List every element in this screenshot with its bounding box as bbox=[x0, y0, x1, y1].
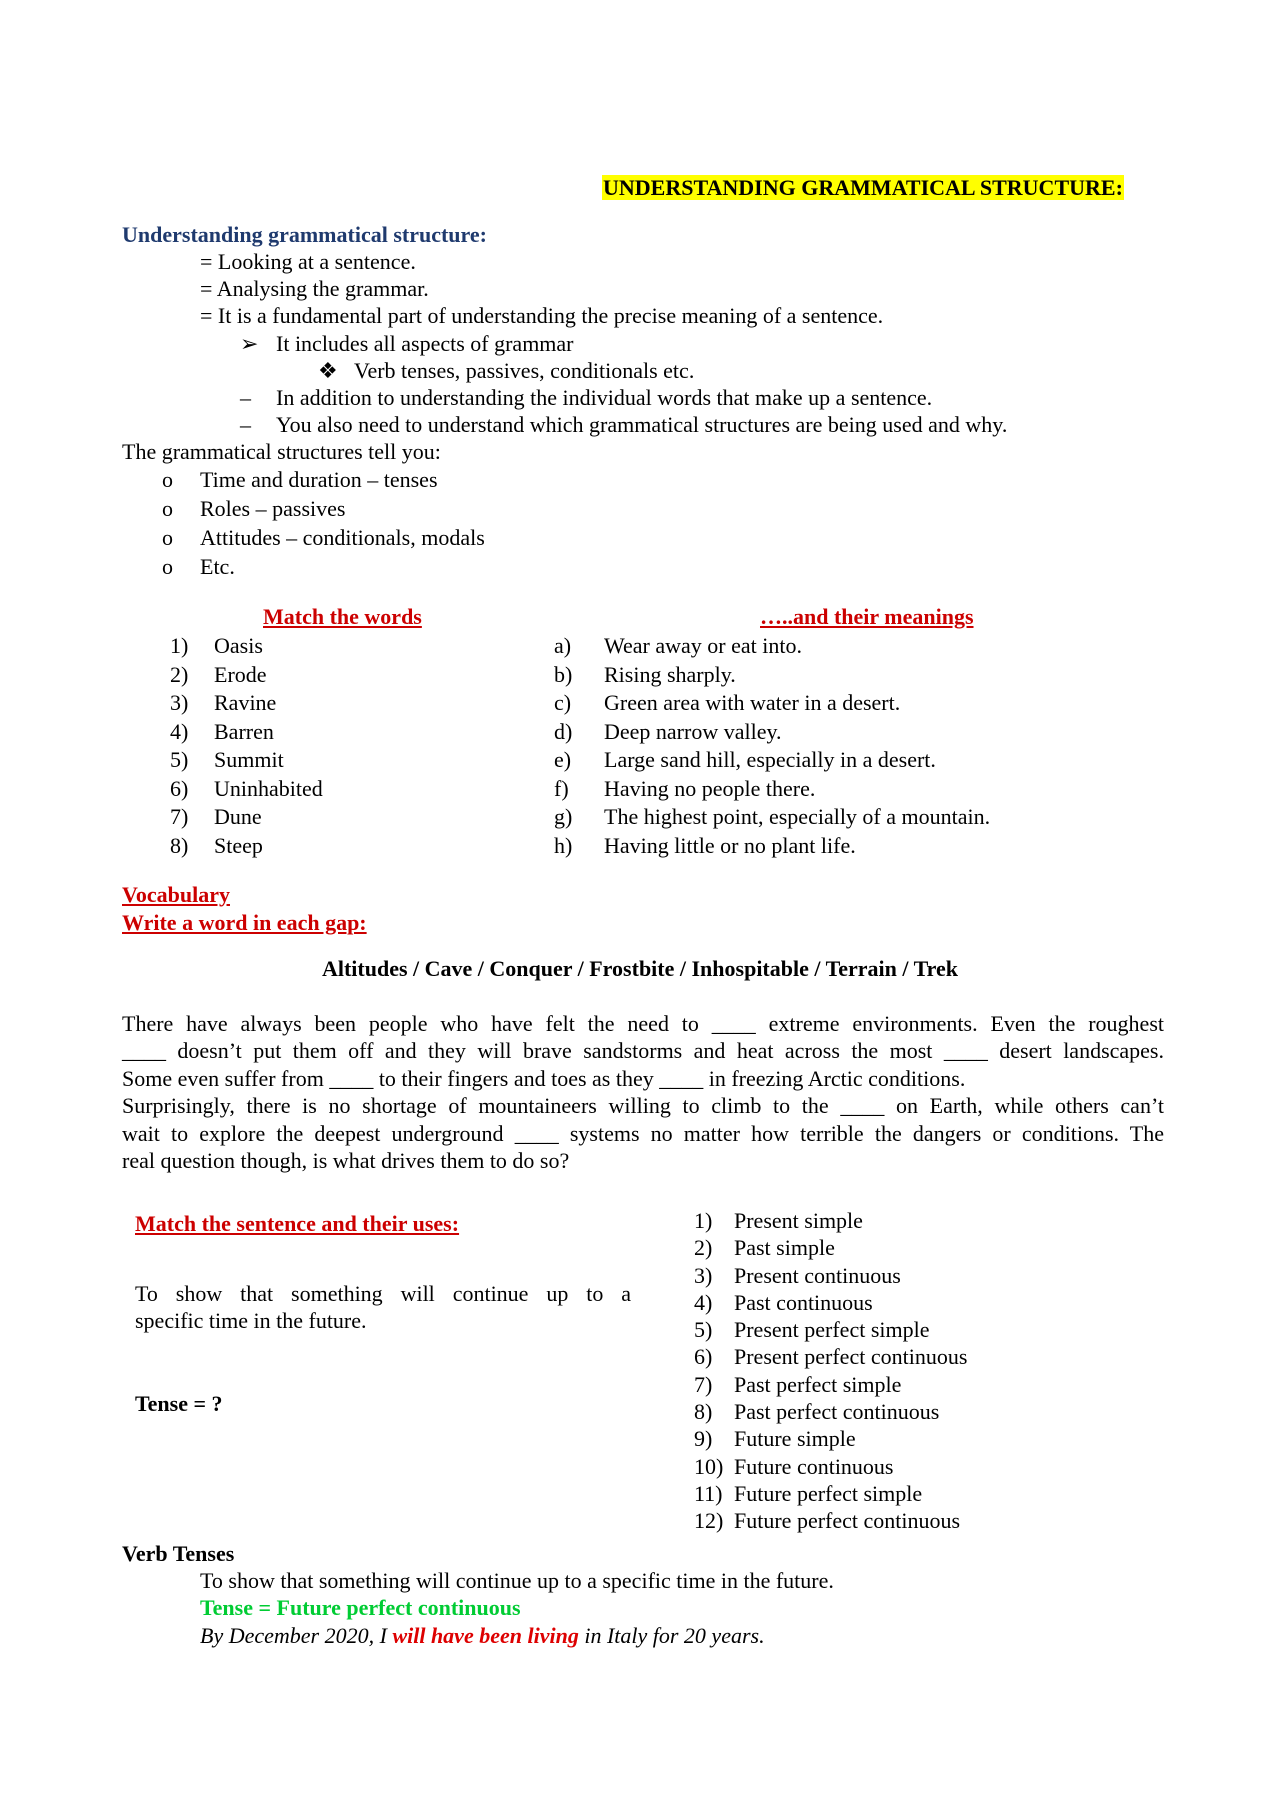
list-item: d) Deep narrow valley. bbox=[554, 718, 782, 744]
circle-bullet-item: o Time and duration – tenses bbox=[162, 467, 438, 492]
gap-fill-passage bbox=[122, 1010, 1164, 1174]
dash-bullet-icon: – bbox=[240, 385, 251, 410]
circle-bullet-icon: o bbox=[162, 525, 173, 550]
list-item: 3) Present continuous bbox=[694, 1262, 901, 1288]
list-item: 6) Present perfect continuous bbox=[694, 1344, 968, 1370]
list-item: 1) Present simple bbox=[694, 1208, 863, 1233]
list-item: g) The highest point, especially of a mountain. bbox=[554, 804, 991, 829]
passage-line: wait to explore the deepest underground ____ systems no matter how terrible the dangers or conditions. The bbox=[122, 1120, 1164, 1146]
passage-line: There have always been people who have felt the need to ____ extreme environments. Even the roughest bbox=[122, 1011, 1164, 1036]
list-item: 9) Future simple bbox=[694, 1426, 856, 1452]
highlighted-verb: will have been living bbox=[392, 1623, 579, 1648]
list-item: 2) Erode bbox=[170, 661, 267, 687]
circle-bullet-icon: o bbox=[162, 467, 173, 492]
section-heading-understanding: Understanding grammatical structure: bbox=[122, 222, 487, 247]
diamond-bullet-icon: ❖ bbox=[318, 358, 338, 383]
arrow-bullet-item: ➢ It includes all aspects of grammar bbox=[240, 331, 574, 356]
uses-heading: Match the sentence and their uses: bbox=[135, 1211, 460, 1236]
word-list bbox=[170, 632, 323, 860]
list-item: 11) Future perfect simple bbox=[694, 1480, 923, 1506]
passage-line: real question though, is what drives them to do so? bbox=[122, 1147, 570, 1173]
tense-answer: Tense = Future perfect continuous bbox=[200, 1595, 521, 1620]
intro-line: = Analysing the grammar. bbox=[200, 276, 429, 301]
list-item: b) Rising sharply. bbox=[554, 661, 736, 687]
circle-bullet-item: o Etc. bbox=[162, 554, 235, 579]
intro-line: = It is a fundamental part of understanding the precise meaning of a sentence. bbox=[200, 303, 884, 328]
tense-prompt: Tense = ? bbox=[135, 1391, 223, 1416]
dash-bullet-icon: – bbox=[240, 412, 251, 437]
verb-tenses-line: To show that something will continue up to a specific time in the future. bbox=[200, 1568, 834, 1593]
vocabulary-heading: Vocabulary bbox=[122, 882, 230, 907]
list-item: 7) Past perfect simple bbox=[694, 1371, 902, 1397]
list-item: 5) Summit bbox=[170, 747, 284, 772]
gap-instruction: Write a word in each gap: bbox=[122, 910, 367, 935]
circle-bullet-item: o Roles – passives bbox=[162, 496, 346, 521]
list-item: 4) Past continuous bbox=[694, 1289, 873, 1315]
verb-tenses-heading: Verb Tenses bbox=[122, 1541, 235, 1566]
passage-line: Some even suffer from ____ to their fingers and toes as they ____ in freezing Arctic conditions. bbox=[122, 1065, 966, 1091]
passage-line: ____ doesn’t put them off and they will brave sandstorms and heat across the most ____ desert landscapes. bbox=[122, 1038, 1164, 1064]
list-item: f) Having no people there. bbox=[554, 775, 816, 801]
circle-bullet-icon: o bbox=[162, 554, 173, 579]
passage-line: Surprisingly, there is no shortage of mountaineers willing to climb to the ____ on Earth, while others can’t bbox=[122, 1093, 1164, 1119]
circle-bullet-icon: o bbox=[162, 496, 173, 521]
list-item: 4) Barren bbox=[170, 718, 274, 744]
structures-lead: The grammatical structures tell you: bbox=[122, 439, 441, 464]
list-item: 7) Dune bbox=[170, 804, 262, 829]
tense-list bbox=[694, 1207, 967, 1535]
arrow-bullet-icon: ➢ bbox=[240, 331, 259, 356]
list-item: 8) Steep bbox=[170, 832, 263, 858]
diamond-bullet-item: ❖ Verb tenses, passives, conditionals etc. bbox=[318, 358, 695, 383]
list-item: a) Wear away or eat into. bbox=[554, 633, 802, 658]
dash-bullet-item: – In addition to understanding the individual words that make up a sentence. bbox=[240, 385, 933, 410]
match-words-heading: Match the words bbox=[263, 604, 422, 629]
list-item: 12) Future perfect continuous bbox=[694, 1508, 961, 1534]
list-item: c) Green area with water in a desert. bbox=[554, 690, 901, 715]
list-item: h) Having little or no plant life. bbox=[554, 832, 856, 858]
list-item: 1) Oasis bbox=[170, 633, 263, 658]
example-sentence: By December 2020, I will have been living in Italy for 20 years. bbox=[200, 1623, 765, 1648]
word-bank: Altitudes / Cave / Conquer / Frostbite / Inhospitable / Terrain / Trek bbox=[321, 956, 959, 981]
list-item: 6) Uninhabited bbox=[170, 775, 323, 801]
page-title: UNDERSTANDING GRAMMATICAL STRUCTURE: bbox=[603, 175, 1123, 200]
list-item: 10) Future continuous bbox=[694, 1453, 894, 1479]
list-item: 5) Present perfect simple bbox=[694, 1317, 930, 1343]
meanings-heading: …..and their meanings bbox=[760, 604, 974, 629]
list-item: 2) Past simple bbox=[694, 1235, 835, 1261]
list-item: 3) Ravine bbox=[170, 690, 277, 715]
uses-sentence: To show that something will continue up to a specific time in the future. bbox=[135, 1281, 631, 1333]
circle-bullet-item: o Attitudes – conditionals, modals bbox=[162, 525, 485, 550]
list-item: e) Large sand hill, especially in a desert. bbox=[554, 747, 936, 772]
intro-line: = Looking at a sentence. bbox=[200, 249, 416, 274]
dash-bullet-item: – You also need to understand which grammatical structures are being used and why. bbox=[240, 412, 1008, 437]
meaning-list bbox=[554, 632, 990, 860]
list-item: 8) Past perfect continuous bbox=[694, 1399, 940, 1425]
